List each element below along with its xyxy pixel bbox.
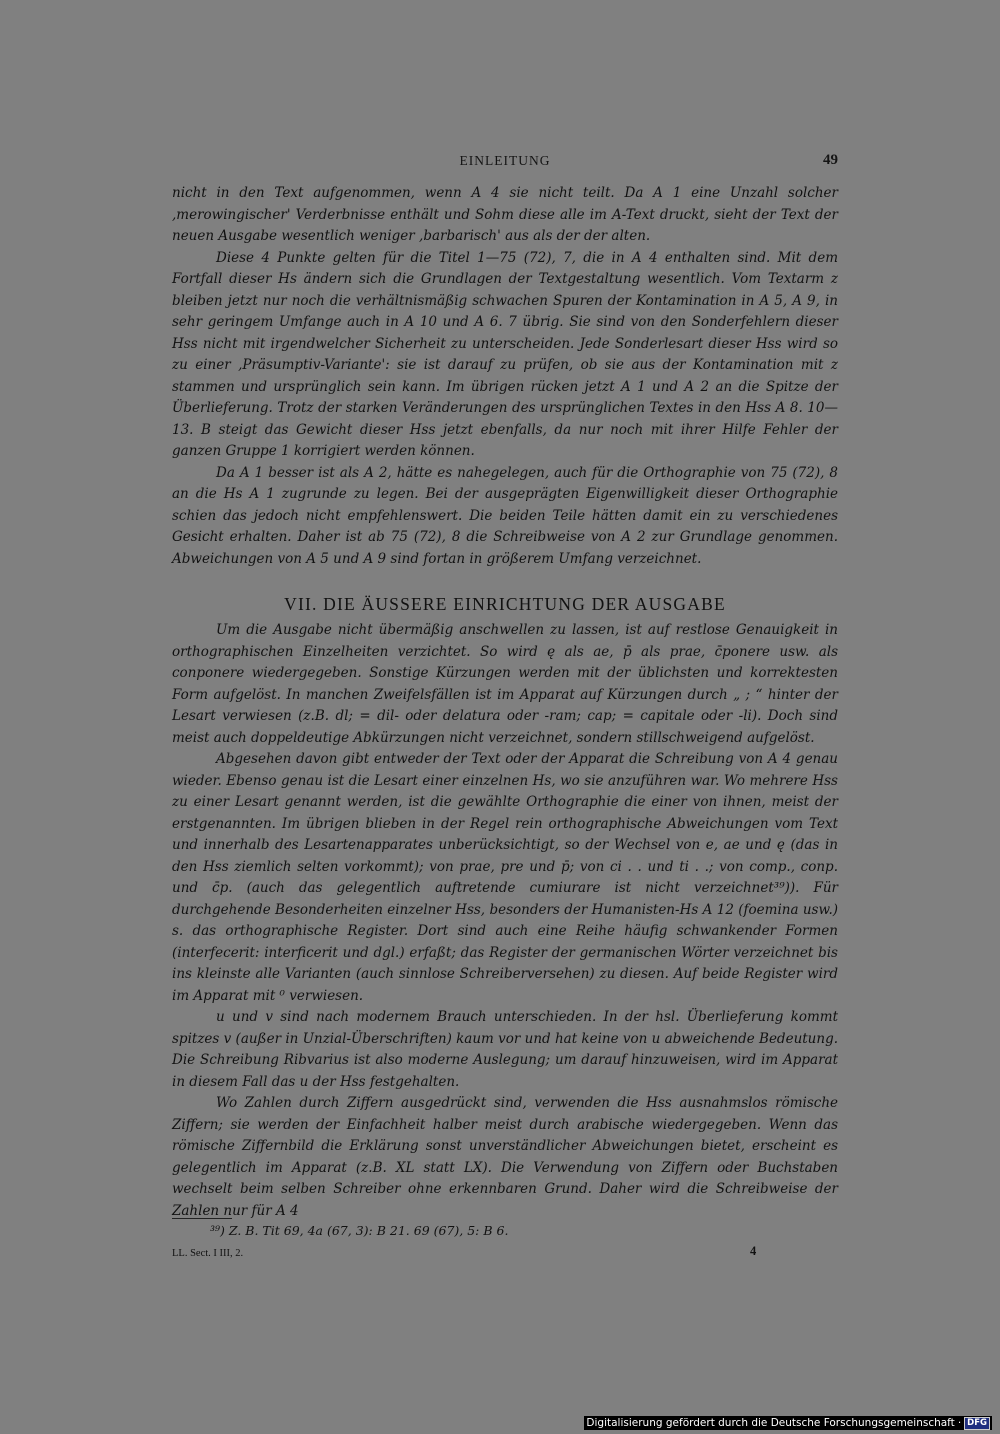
- body-text: [172, 183, 838, 1222]
- page-number: 49: [823, 152, 838, 168]
- paragraph: Abgesehen davon gibt entweder der Text oder der Apparat die Schreibung von A 4 genau wieder. Ebenso genau ist die Lesart einer einzelnen Hs, wo sie anzuführen war. Wo mehrere Hss zu einer Lesart genannt werden, ist die gewählte Orthographie die einer von ihnen, meist der erstgenannten. Im übrigen blieben in der Regel rein orthographische Abweichungen vom Text und innerhalb des Lesartenapparates unberücksichtigt, so der Wechsel von e, ae und ę (das in den Hss ziemlich selten vorkommt); von prae, pre und p̄; von ci . . und ti . .; von comp., conp. und c̄p. (auch das gelegentlich auftretende cumiurare ist nicht verzeichnet³⁹)). Für durchgehende Besonderheiten einzelner Hss, besonders der Humanisten-Hs A 12 (foemina usw.) s. das orthographische Register. Dort sind auch eine Reihe häufig schwankender Formen (interfecerit: interficerit und dgl.) erfaßt; das Register der germanischen Wörter verzeichnet bis ins kleinste alle Varianten (auch sinnlose Schreiberversehen) zu diesen. Auf beide Register wird im Apparat mit ⁰ verwiesen.: [172, 751, 838, 1004]
- footnote-rule: [172, 1218, 232, 1219]
- paragraph: Diese 4 Punkte gelten für die Titel 1—75 (72), 7, die in A 4 enthalten sind. Mit dem Fortfall dieser Hs ändern sich die Grundlagen der Textgestaltung wesentlich. Vom Textarm z bleiben jetzt nur noch die verhältnismäßig schwachen Spuren der Kontamination in A 5, A 9, in sehr geringem Umfange auch in A 10 und A 6. 7 übrig. Sie sind von den Sonderfehlern dieser Hss nicht mit irgendwelcher Sicherheit zu unterscheiden. Jede Sonderlesart dieser Hss wird so zu einer ,Präsumptiv-Variante': sie ist darauf zu prüfen, ob sie aus der Kontamination mit z stammen und ursprünglich sein kann. Im übrigen rücken jetzt A 1 und A 2 an die Spitze der Überlieferung. Trotz der starken Veränderungen des ursprünglichen Textes in den Hss A 8. 10—13. B steigt das Gewicht dieser Hss jetzt ebenfalls, da nur noch mit ihrer Hilfe Fehler der ganzen Gruppe 1 korrigiert werden können.: [172, 249, 838, 459]
- paragraph-continued: nicht in den Text aufgenommen, wenn A 4 sie nicht teilt. Da A 1 eine Unzahl solcher ,merowingischer' Verderbnisse enthält und Sohm diese alle im A-Text druckt, sieht der Text der neuen Ausgabe wesentlich weniger ,barbarisch' aus als der der alten.: [172, 185, 838, 244]
- sheet-signature: LL. Sect. I III, 2.: [172, 1248, 244, 1259]
- paragraph: u und v sind nach modernem Brauch unterschieden. In der hsl. Überlieferung kommt spitzes v (außer in Unzial-Überschriften) kaum vor und hat keine von u abweichende Bedeutung. Die Schreibung Ribvarius ist also moderne Auslegung; um darauf hinzuweisen, wird im Apparat in diesem Fall das u der Hss festgehalten.: [172, 1009, 839, 1090]
- footnote: ³⁹) Z. B. Tit 69, 4a (67, 3): B 21. 69 (67), 5: B 6.: [210, 1223, 509, 1238]
- paragraph: Um die Ausgabe nicht übermäßig anschwellen zu lassen, ist auf restlose Genauigkeit in orthographischen Einzelheiten verzichtet. So wird ę als ae, p̄ als prae, c̄ponere usw. als conponere wiedergegeben. Sonstige Kürzungen werden mit der üblichsten und korrektesten Form aufgelöst. In manchen Zweifelsfällen ist im Apparat auf Kürzungen durch „ ; “ hinter der Lesart verwiesen (z.B. dl; = dil- oder delatura oder -ram; cap; = capitale oder -li). Doch sind meist auch doppeldeutige Abkürzungen nicht verzeichnet, sondern stillschweigend aufgelöst.: [172, 622, 838, 746]
- dfg-logo: DFG: [964, 1417, 990, 1430]
- sheet-number: 4: [750, 1244, 757, 1258]
- footer-credit-text: Digitalisierung gefördert durch die Deutsche Forschungsgemeinschaft: [586, 1417, 955, 1429]
- digitization-footer: [584, 1416, 992, 1430]
- footer-separator: ·: [957, 1417, 962, 1429]
- running-title: EINLEITUNG: [459, 153, 551, 168]
- running-header: [172, 152, 838, 172]
- paragraph: Da A 1 besser ist als A 2, hätte es nahegelegen, auch für die Orthographie von 75 (72), 8 an die Hs A 1 zugrunde zu legen. Bei der ausgeprägten Eigenwilligkeit dieser Orthographie schien das jedoch nicht empfehlenswert. Die beiden Teile hätten damit ein zu verschiedenes Gesicht erhalten. Daher ist ab 75 (72), 8 die Schreibweise von A 2 zur Grundlage genommen. Abweichungen von A 5 und A 9 sind fortan in größerem Umfang verzeichnet.: [172, 464, 838, 567]
- section-heading: VII. DIE ÄUSSERE EINRICHTUNG DER AUSGABE: [284, 594, 726, 614]
- paragraph: Wo Zahlen durch Ziffern ausgedrückt sind, verwenden die Hss ausnahmslos römische Ziffern; sie werden der Einfachheit halber meist durch arabische wiedergegeben. Wenn das römische Ziffernbild die Erklärung sonst unverständlicher Abweichungen bietet, erscheint es gelegentlich im Apparat (z.B. XL statt LX). Die Verwendung von Ziffern oder Buchstaben wechselt beim selben Schreiber ohne erkennbaren Grund. Daher wird die Schreibweise der Zahlen nur für A 4: [172, 1095, 838, 1219]
